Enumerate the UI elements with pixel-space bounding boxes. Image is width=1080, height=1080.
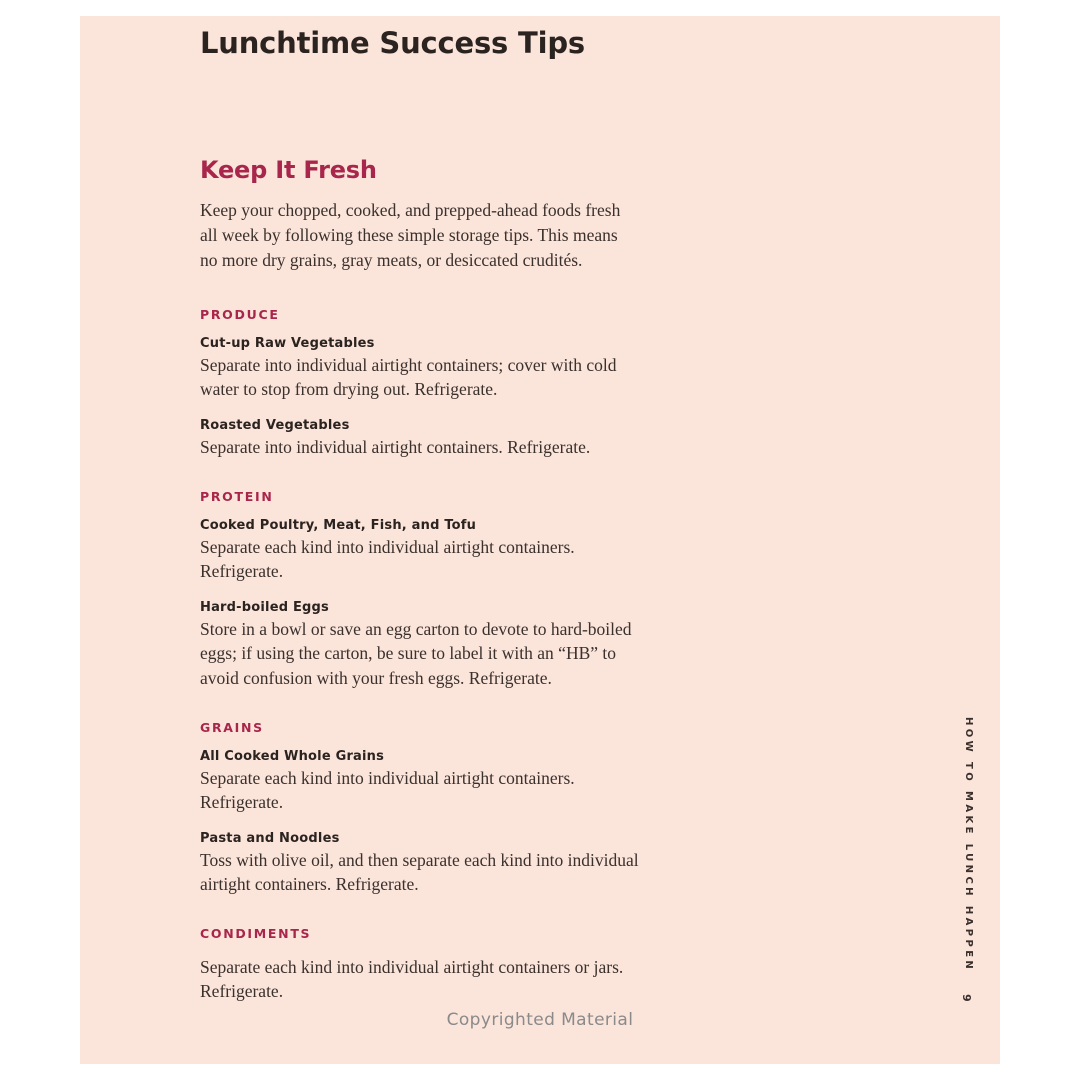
list-item bbox=[200, 600, 670, 689]
item-title: Cut-up Raw Vegetables bbox=[200, 335, 375, 351]
item-body: Store in a bowl or save an egg carton to devote to hard-boiled eggs; if using the carton, be sure to label it with an “HB” to avoid confusion with your fresh eggs. Refrigerate. bbox=[200, 619, 632, 688]
item-title: Roasted Vegetables bbox=[200, 417, 350, 433]
category-label: PROTEIN bbox=[200, 488, 274, 504]
list-item bbox=[200, 955, 670, 1003]
category-label: CONDIMENTS bbox=[200, 926, 312, 942]
page-content bbox=[200, 156, 670, 1004]
list-item bbox=[200, 336, 670, 401]
item-body: Separate each kind into individual airtight containers. Refrigerate. bbox=[200, 536, 575, 582]
group-produce bbox=[200, 307, 670, 459]
item-body: Separate into individual airtight containers. Refrigerate. bbox=[200, 436, 591, 457]
item-body: Separate each kind into individual airtight containers or jars. Refrigerate. bbox=[200, 957, 624, 1002]
page-title: Lunchtime Success Tips bbox=[200, 26, 585, 60]
item-title: Pasta and Noodles bbox=[200, 830, 340, 846]
running-head: HOW TO MAKE LUNCH HAPPEN bbox=[963, 716, 974, 972]
list-item bbox=[200, 418, 670, 459]
item-title: Cooked Poultry, Meat, Fish, and Tofu bbox=[200, 517, 477, 533]
item-title: Hard-boiled Eggs bbox=[200, 600, 329, 616]
group-protein bbox=[200, 489, 670, 690]
item-body: Separate each kind into individual airtight containers. Refrigerate. bbox=[200, 767, 575, 812]
section-title: Keep It Fresh bbox=[200, 156, 377, 184]
item-body: Separate into individual airtight containers; cover with cold water to stop from drying out. Refrigerate. bbox=[200, 354, 617, 399]
group-condiments bbox=[200, 926, 670, 1003]
list-item bbox=[200, 831, 670, 896]
category-label: GRAINS bbox=[200, 719, 264, 735]
list-item bbox=[200, 518, 670, 583]
group-grains bbox=[200, 720, 670, 897]
copyright-note: Copyrighted Material bbox=[446, 1010, 634, 1030]
item-title: All Cooked Whole Grains bbox=[200, 748, 385, 764]
item-body: Toss with olive oil, and then separate each kind into individual airtight containers. Refrigerate. bbox=[200, 849, 639, 895]
section-intro: Keep your chopped, cooked, and prepped-ahead foods fresh all week by following these simple storage tips. This means no more dry grains, gray meats, or desiccated crudités. bbox=[200, 200, 621, 270]
page-number: 9 bbox=[960, 994, 973, 1002]
book-page bbox=[80, 16, 1000, 1064]
list-item bbox=[200, 749, 670, 814]
category-label: PRODUCE bbox=[200, 306, 280, 322]
